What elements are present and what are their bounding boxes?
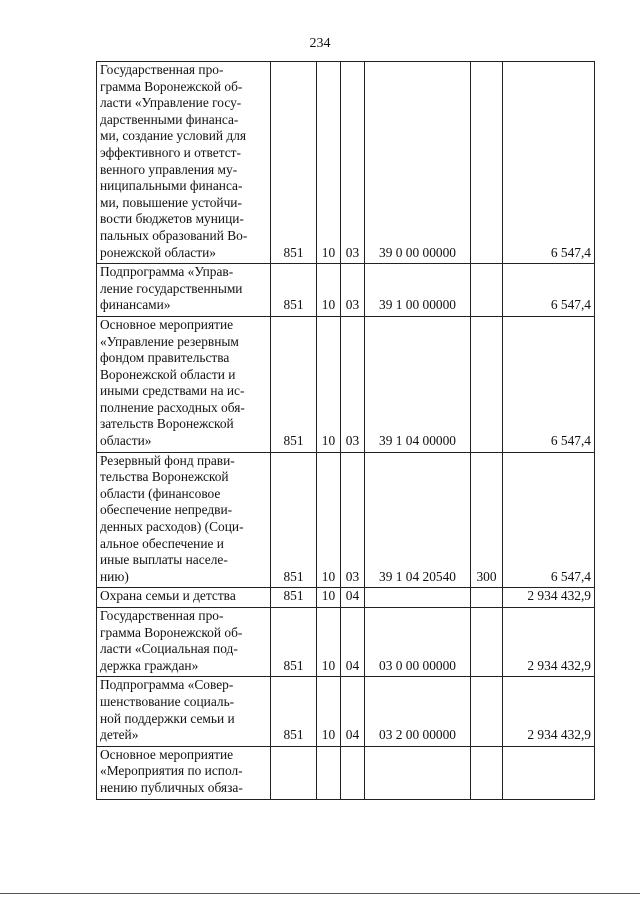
cell-sum: 6 547,4 bbox=[503, 264, 595, 317]
name-line: нию) bbox=[100, 568, 129, 584]
cell-rz: 10 bbox=[317, 316, 341, 452]
cell-gr: 851 bbox=[271, 452, 317, 588]
table-row bbox=[97, 677, 595, 746]
cell-vr bbox=[471, 677, 503, 746]
name-line: ласти «Социальная под- bbox=[100, 641, 238, 657]
name-line: Государственная про- bbox=[100, 62, 224, 77]
cell-rz: 10 bbox=[317, 588, 341, 608]
cell-gr: 851 bbox=[271, 316, 317, 452]
cell-sum: 2 934 432,9 bbox=[503, 608, 595, 677]
bottom-rule bbox=[0, 893, 640, 894]
name-line: «Управление резервным bbox=[100, 333, 239, 349]
cell-cs: 39 1 04 00000 bbox=[365, 316, 471, 452]
name-line: ронежской области» bbox=[100, 244, 216, 260]
cell-vr: 300 bbox=[471, 452, 503, 588]
cell-rz: 10 bbox=[317, 452, 341, 588]
cell-pr: 03 bbox=[341, 264, 365, 317]
cell-pr: 03 bbox=[341, 452, 365, 588]
name-line: детей» bbox=[100, 727, 139, 743]
name-line: Государственная про- bbox=[100, 608, 224, 623]
table-row bbox=[97, 746, 595, 799]
cell-pr: 04 bbox=[341, 608, 365, 677]
table-row bbox=[97, 452, 595, 588]
name-line: ление государственными bbox=[100, 280, 243, 296]
cell-sum: 6 547,4 bbox=[503, 452, 595, 588]
cell-rz: 10 bbox=[317, 264, 341, 317]
cell-cs bbox=[365, 588, 471, 608]
name-line: вости бюджетов муници- bbox=[100, 211, 244, 227]
name-line: области» bbox=[100, 433, 152, 449]
name-line: альное обеспечение и bbox=[100, 535, 224, 551]
cell-sum: 6 547,4 bbox=[503, 62, 595, 264]
cell-cs: 39 0 00 00000 bbox=[365, 62, 471, 264]
name-line: шенствование социаль- bbox=[100, 693, 235, 709]
cell-name bbox=[97, 746, 271, 799]
name-line: венного управления му- bbox=[100, 161, 238, 177]
name-line: Основное мероприятие bbox=[100, 746, 234, 762]
name-line: зательств Воронежской bbox=[100, 416, 234, 432]
cell-name bbox=[97, 316, 271, 452]
name-line: ниципальными финанса- bbox=[100, 178, 243, 194]
name-line: финансами» bbox=[100, 297, 171, 313]
cell-gr: 851 bbox=[271, 677, 317, 746]
name-line: нению публичных обяза- bbox=[100, 779, 243, 795]
name-line: грамма Воронежской об- bbox=[100, 78, 243, 94]
cell-cs: 39 1 00 00000 bbox=[365, 264, 471, 317]
cell-vr bbox=[471, 264, 503, 317]
name-line: фондом правительства bbox=[100, 350, 230, 366]
name-line: полнение расходных обя- bbox=[100, 399, 245, 415]
name-line: ной поддержки семьи и bbox=[100, 710, 235, 726]
cell-name bbox=[97, 62, 271, 264]
name-line: грамма Воронежской об- bbox=[100, 624, 243, 640]
cell-gr bbox=[271, 746, 317, 799]
name-line: тельства Воронежской bbox=[100, 469, 229, 485]
cell-cs: 03 2 00 00000 bbox=[365, 677, 471, 746]
cell-cs: 39 1 04 20540 bbox=[365, 452, 471, 588]
name-line: денных расходов) (Соци- bbox=[100, 519, 244, 535]
cell-vr bbox=[471, 588, 503, 608]
name-line: области (финансовое bbox=[100, 485, 221, 501]
cell-name bbox=[97, 452, 271, 588]
cell-name bbox=[97, 608, 271, 677]
page-number: 234 bbox=[309, 36, 331, 51]
cell-pr: 03 bbox=[341, 316, 365, 452]
name-line: держка граждан» bbox=[100, 657, 199, 673]
name-line: «Мероприятия по испол- bbox=[100, 763, 243, 779]
cell-name bbox=[97, 264, 271, 317]
cell-sum bbox=[503, 746, 595, 799]
cell-gr: 851 bbox=[271, 608, 317, 677]
table-row bbox=[97, 62, 595, 264]
cell-name bbox=[97, 588, 271, 608]
cell-cs: 03 0 00 00000 bbox=[365, 608, 471, 677]
name-line: ласти «Управление госу- bbox=[100, 95, 242, 111]
cell-vr bbox=[471, 608, 503, 677]
name-line: обеспечение непредви- bbox=[100, 502, 233, 518]
cell-pr: 04 bbox=[341, 677, 365, 746]
cell-rz: 10 bbox=[317, 62, 341, 264]
cell-gr: 851 bbox=[271, 588, 317, 608]
name-line: Подпрограмма «Управ- bbox=[100, 264, 234, 280]
cell-vr bbox=[471, 746, 503, 799]
budget-table bbox=[96, 61, 595, 800]
name-line: Основное мероприятие bbox=[100, 316, 234, 332]
name-line: дарственными финанса- bbox=[100, 111, 239, 127]
name-line: пальных образований Во- bbox=[100, 227, 248, 243]
cell-pr: 04 bbox=[341, 588, 365, 608]
cell-sum: 6 547,4 bbox=[503, 316, 595, 452]
table-row bbox=[97, 588, 595, 608]
name-line: Охрана семьи и детства bbox=[100, 588, 236, 604]
cell-pr bbox=[341, 746, 365, 799]
table-row bbox=[97, 316, 595, 452]
cell-name bbox=[97, 677, 271, 746]
cell-vr bbox=[471, 316, 503, 452]
table-row bbox=[97, 264, 595, 317]
cell-rz: 10 bbox=[317, 608, 341, 677]
name-line: иными средствами на ис- bbox=[100, 383, 245, 399]
cell-sum: 2 934 432,9 bbox=[503, 677, 595, 746]
name-line: иные выплаты населе- bbox=[100, 552, 228, 568]
cell-cs bbox=[365, 746, 471, 799]
cell-rz bbox=[317, 746, 341, 799]
cell-gr: 851 bbox=[271, 264, 317, 317]
table-row bbox=[97, 608, 595, 677]
name-line: ми, повышение устойчи- bbox=[100, 194, 242, 210]
name-line: ми, создание условий для bbox=[100, 128, 247, 144]
cell-gr: 851 bbox=[271, 62, 317, 264]
cell-sum: 2 934 432,9 bbox=[503, 588, 595, 608]
name-line: эффективного и ответст- bbox=[100, 144, 241, 160]
cell-vr bbox=[471, 62, 503, 264]
name-line: Воронежской области и bbox=[100, 366, 236, 382]
name-line: Подпрограмма «Совер- bbox=[100, 677, 234, 693]
name-line: Резервный фонд прави- bbox=[100, 452, 235, 468]
cell-pr: 03 bbox=[341, 62, 365, 264]
cell-rz: 10 bbox=[317, 677, 341, 746]
